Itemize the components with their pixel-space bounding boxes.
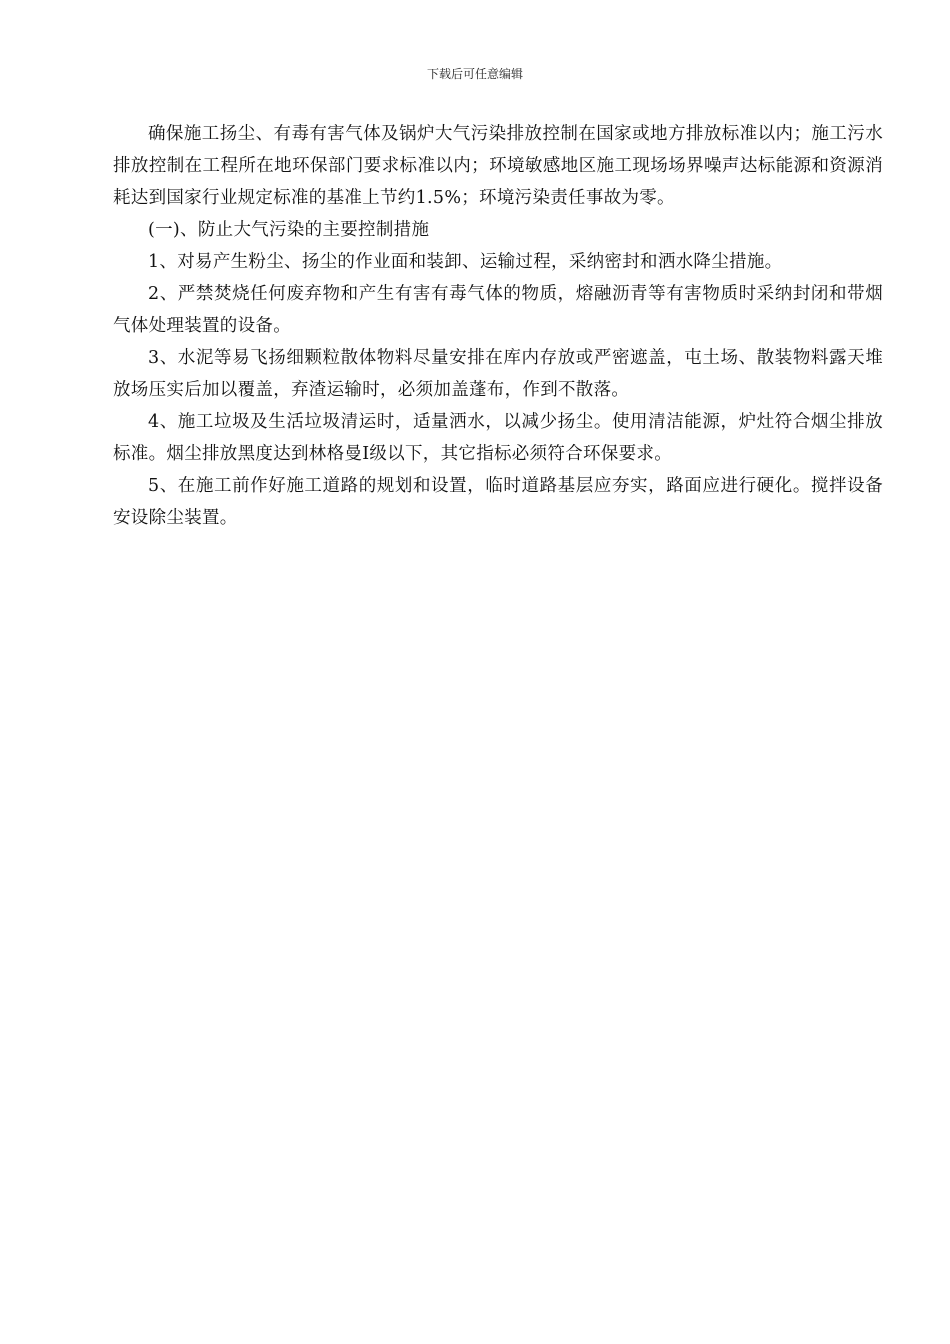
paragraph-measure-2: 2、严禁焚烧任何废弃物和产生有害有毒气体的物质，熔融沥青等有害物质时采纳封闭和带烟气体处理装置的设备。 [113, 284, 883, 336]
section-heading-air-pollution: (一)、防止大气污染的主要控制措施 [148, 220, 430, 240]
paragraph-measure-3: 3、水泥等易飞扬细颗粒散体物料尽量安排在库内存放或严密遮盖，屯土场、散装物料露天堆放场压实后加以覆盖，弃渣运输时，必须加盖蓬布，作到不散落。 [113, 348, 883, 400]
paragraph-measure-1: 1、对易产生粉尘、扬尘的作业面和装卸、运输过程，采纳密封和洒水降尘措施。 [148, 252, 783, 272]
page-header: 下载后可任意编辑 [426, 67, 523, 81]
document-body [113, 118, 883, 534]
paragraph-measure-5: 5、在施工前作好施工道路的规划和设置，临时道路基层应夯实，路面应进行硬化。搅拌设备安设除尘装置。 [113, 476, 883, 528]
paragraph-measure-4: 4、施工垃圾及生活垃圾清运时，适量洒水，以减少扬尘。使用清洁能源，炉灶符合烟尘排放标准。烟尘排放黑度达到林格曼I级以下，其它指标必须符合环保要求。 [113, 412, 883, 464]
paragraph-environmental-targets: 确保施工扬尘、有毒有害气体及锅炉大气污染排放控制在国家或地方排放标准以内；施工污水排放控制在工程所在地环保部门要求标准以内；环境敏感地区施工现场场界噪声达标能源和资源消耗达到国家行业规定标准的基准上节约1.5%；环境污染责任事故为零。 [113, 124, 883, 208]
